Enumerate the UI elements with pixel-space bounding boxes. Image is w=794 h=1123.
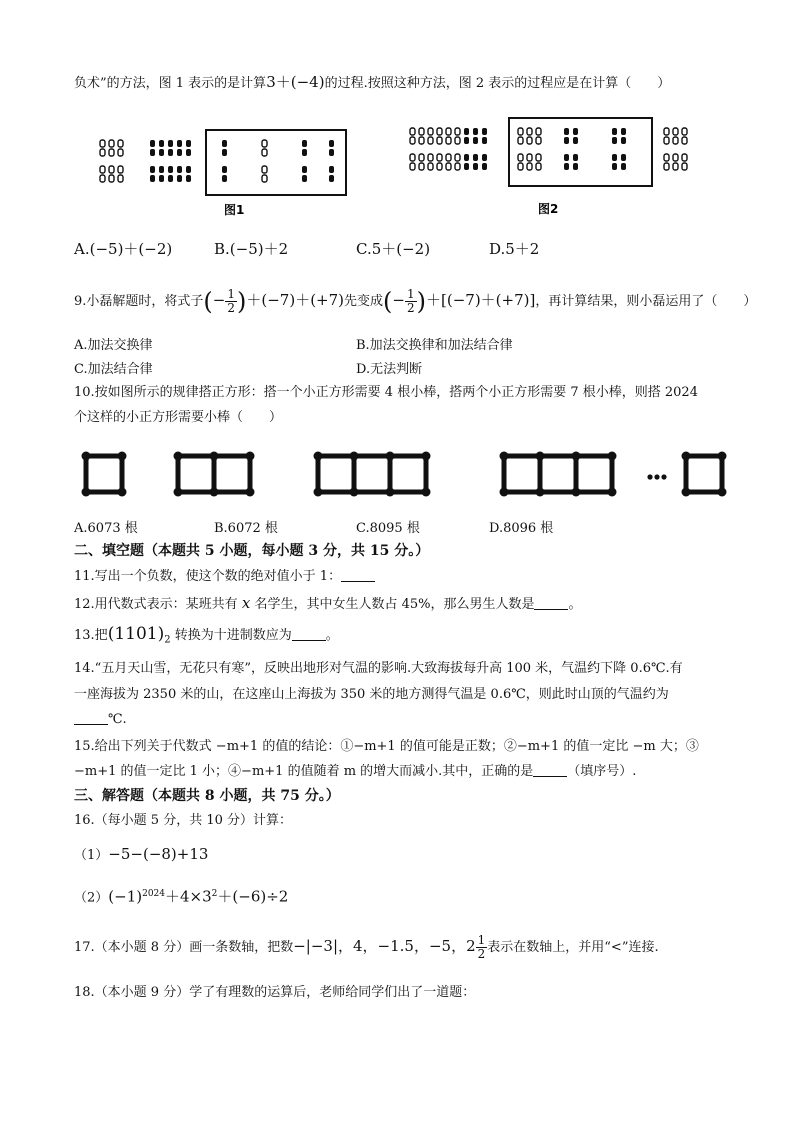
counting-rod <box>536 154 541 161</box>
q16-part-2-exp2: 2 <box>211 889 218 899</box>
joint <box>386 488 395 497</box>
joint <box>350 488 359 497</box>
q16-part-2-mid: ＋4×3 <box>165 887 212 906</box>
counting-rod <box>527 154 532 161</box>
counting-rod <box>437 163 442 170</box>
counting-rod <box>455 163 460 170</box>
counting-rod <box>329 140 334 147</box>
joint <box>210 488 219 497</box>
counting-rod <box>482 137 487 144</box>
q14-line-1: 14.“五月天山雪，无花只有寒”，反映出地形对气温的影响.大致海拔每升高 100 米，气温约下降 0.6℃.有 <box>74 661 683 676</box>
q13 <box>74 624 339 651</box>
figure-2 <box>410 118 687 216</box>
q15-line-1: 15.给出下列关于代数式 −m+1 的值的结论：①−m+1 的值可能是正数；②−m+1 的值一定比 −m 大；③ <box>74 739 699 754</box>
q15-post: （填序号）. <box>567 764 637 779</box>
q9-option-b[interactable]: B.加法交换律和加法结合律 <box>356 338 513 353</box>
q9-option-c[interactable]: C.加法结合律 <box>74 362 153 377</box>
q12 <box>74 593 581 615</box>
counting-rod <box>621 137 626 144</box>
q12-end: 。 <box>568 597 582 612</box>
q11 <box>74 567 375 587</box>
joint <box>500 488 509 497</box>
q10-option-a[interactable]: A.6073 根 <box>74 521 138 536</box>
counting-rod <box>118 149 123 156</box>
counting-rod <box>682 128 687 135</box>
counting-rod <box>419 137 424 144</box>
counting-rod <box>118 140 123 147</box>
counting-rod <box>302 166 307 173</box>
counting-rod <box>673 128 678 135</box>
q10-option-b[interactable]: B.6072 根 <box>214 521 278 536</box>
counting-rod <box>473 154 478 161</box>
counting-rod <box>473 163 478 170</box>
counting-rod <box>410 163 415 170</box>
counting-rod <box>673 137 678 144</box>
counting-rod <box>159 166 164 173</box>
q8-stem-expr: 3＋(−4) <box>266 73 325 91</box>
counting-rod <box>446 154 451 161</box>
counting-rod <box>118 175 123 182</box>
joint <box>500 452 509 461</box>
joint <box>314 452 323 461</box>
counting-rod <box>186 140 191 147</box>
q9-pre: 9.小磊解题时，将式子 <box>74 294 204 309</box>
joint <box>718 452 727 461</box>
counting-rod <box>109 175 114 182</box>
q16-part-1-expr: −5−(−8)+13 <box>108 845 209 863</box>
counting-rod <box>262 140 267 147</box>
counting-rod <box>150 149 155 156</box>
q8-stem-post: 的过程.按照这种方法，图 2 表示的过程应是在计算（ ） <box>324 76 671 91</box>
counting-rod <box>564 137 569 144</box>
joint <box>174 488 183 497</box>
q9-option-d[interactable]: D.无法判断 <box>356 362 423 377</box>
q15-pre: −m+1 的值一定比 1 小；④−m+1 的值随着 m 的增大而减小.其中，正确的是 <box>74 764 534 779</box>
counting-rod <box>664 154 669 161</box>
joint <box>246 488 255 497</box>
q17 <box>74 934 659 961</box>
counting-rod <box>664 128 669 135</box>
q12-pre: 12.用代数式表示：某班共有 <box>74 597 238 612</box>
ellipsis-dots <box>647 474 666 479</box>
counting-rod <box>446 163 451 170</box>
counting-rod <box>262 149 267 156</box>
counting-rod <box>682 137 687 144</box>
counting-rod <box>482 154 487 161</box>
counting-rod <box>664 137 669 144</box>
joint <box>608 452 617 461</box>
q8-figures <box>74 110 714 220</box>
joint <box>682 488 691 497</box>
counting-rod <box>536 128 541 135</box>
q10-line-2: 个这样的小正方形需要小棒（ ） <box>74 410 283 425</box>
joint <box>246 452 255 461</box>
counting-rod <box>673 154 678 161</box>
counting-rod <box>437 154 442 161</box>
q14-line-3 <box>74 710 127 730</box>
joint <box>386 452 395 461</box>
counting-rod <box>100 175 105 182</box>
q14-end: ℃. <box>108 712 127 727</box>
q10-line-1: 10.按如图所示的规律搭正方形：搭一个小正方形需要 4 根小棒，搭两个小正方形需要 7 根小棒，则搭 2024 <box>74 385 698 400</box>
counting-rod <box>109 166 114 173</box>
counting-rod <box>118 166 123 173</box>
squares-pattern <box>82 452 727 497</box>
counting-rod <box>177 140 182 147</box>
counting-rod <box>186 175 191 182</box>
counting-rod <box>159 175 164 182</box>
figure-1-box <box>206 130 346 195</box>
counting-rod <box>329 175 334 182</box>
counting-rod <box>168 175 173 182</box>
q18: 18.（本小题 9 分）学了有理数的运算后，老师给同学们出了一道题： <box>74 985 476 1000</box>
counting-rod <box>455 137 460 144</box>
q11-text: 11.写出一个负数，使这个数的绝对值小于 1： <box>74 569 342 584</box>
counting-rod <box>186 166 191 173</box>
figure-1-label: 图1 <box>224 203 245 217</box>
q17-mixed-int: 2 <box>466 937 476 955</box>
counting-rod <box>428 128 433 135</box>
joint <box>82 488 91 497</box>
q11-answer-blank[interactable] <box>341 567 375 582</box>
counting-rod <box>159 149 164 156</box>
counting-rod <box>518 163 523 170</box>
counting-rod <box>446 137 451 144</box>
q10-figure <box>74 442 734 512</box>
joint <box>536 452 545 461</box>
figure-1-rods <box>100 140 334 182</box>
q16-part-1 <box>74 844 208 866</box>
q17-post: 表示在数轴上，并用“<”连接. <box>487 940 659 955</box>
counting-rod <box>473 128 478 135</box>
counting-rod <box>329 166 334 173</box>
joint <box>314 488 323 497</box>
counting-rod <box>222 175 227 182</box>
q9-expr-2: ＋[(−7)＋(+7)] <box>426 291 536 309</box>
q16-part-2-exp: 2024 <box>142 889 166 899</box>
counting-rod <box>428 163 433 170</box>
counting-rod <box>482 128 487 135</box>
counting-rod <box>527 128 532 135</box>
q17-mixed-frac: $\frac{1}{2}$ <box>477 933 486 961</box>
q16-part-1-label: （1） <box>74 848 109 863</box>
q12-var: x <box>241 594 251 612</box>
counting-rod <box>222 140 227 147</box>
q13-number: (1101) <box>107 624 165 644</box>
counting-rod <box>428 154 433 161</box>
joint <box>350 452 359 461</box>
q8-stem-pre: 负术”的方法，图 1 表示的是计算 <box>74 76 267 91</box>
q13-base: 2 <box>164 634 171 646</box>
joint <box>82 452 91 461</box>
q13-pre: 13.把 <box>74 628 108 643</box>
q16-title: 16.（每小题 5 分，共 10 分）计算： <box>74 813 293 828</box>
q14-answer-blank[interactable] <box>74 710 108 725</box>
counting-rod <box>464 128 469 135</box>
q12-post: 名学生，其中女生人数占 45%，那么男生人数是 <box>254 597 535 612</box>
counting-rod <box>262 175 267 182</box>
section-3-title: 三、解答题（本题共 8 小题，共 75 分。） <box>74 788 340 804</box>
q8-option-a[interactable]: A.(−5)＋(−2) <box>74 240 173 258</box>
counting-rod <box>419 128 424 135</box>
joint <box>118 452 127 461</box>
counting-rod <box>446 128 451 135</box>
joint <box>536 488 545 497</box>
counting-rod <box>464 163 469 170</box>
joint <box>174 452 183 461</box>
q9-frac-2: $\frac{1}{2}$ <box>406 287 415 315</box>
joint <box>608 488 617 497</box>
counting-rod <box>612 163 617 170</box>
q9-post: ，再计算结果，则小磊运用了（ ） <box>535 294 757 309</box>
q16-part-2-label: （2） <box>74 890 109 906</box>
counting-rod <box>100 140 105 147</box>
counting-rod <box>621 154 626 161</box>
counting-rod <box>150 166 155 173</box>
joint <box>572 452 581 461</box>
q16-part-2 <box>74 884 288 908</box>
counting-rod <box>564 128 569 135</box>
q15-answer-blank[interactable] <box>533 762 567 777</box>
q17-numbers: −|−3|，4，−1.5，−5， <box>293 937 467 955</box>
counting-rod <box>222 166 227 173</box>
counting-rod <box>329 149 334 156</box>
counting-rod <box>428 137 433 144</box>
q16-part-2-base: (−1) <box>108 887 143 906</box>
counting-rod <box>150 140 155 147</box>
q13-answer-blank[interactable] <box>292 626 326 641</box>
joint <box>572 488 581 497</box>
counting-rod <box>573 154 578 161</box>
counting-rod <box>410 128 415 135</box>
q10-option-d[interactable]: D.8096 根 <box>489 521 554 536</box>
q14-line-2: 一座海拔为 2350 米的山，在这座山上海拔为 350 米的地方测得气温是 0.6℃，则此时山顶的气温约为 <box>74 687 669 702</box>
counting-rod <box>673 163 678 170</box>
counting-rod <box>473 137 478 144</box>
counting-rod <box>109 140 114 147</box>
q8-stem <box>74 72 670 94</box>
q8-option-c[interactable]: C.5＋(−2) <box>356 240 431 258</box>
counting-rod <box>455 128 460 135</box>
joint <box>682 452 691 461</box>
counting-rod <box>437 137 442 144</box>
counting-rod <box>437 128 442 135</box>
figure-1 <box>100 130 346 217</box>
counting-rod <box>302 175 307 182</box>
q8-option-b[interactable]: B.(−5)＋2 <box>214 240 289 258</box>
counting-rod <box>527 163 532 170</box>
counting-rod <box>573 163 578 170</box>
q9-option-a[interactable]: A.加法交换律 <box>74 338 153 353</box>
q13-end: 。 <box>325 628 339 643</box>
counting-rod <box>573 128 578 135</box>
counting-rod <box>573 137 578 144</box>
q9-stem: 9.小磊解题时，将式子(− $\frac{1}{2}$ )＋(−7)＋(+7)先变成(− $\frac{1}{2}$ )＋[(−7)＋(+7)]，再计算结果，则小磊运用了（ ） <box>74 287 757 316</box>
joint <box>718 488 727 497</box>
figure-2-label: 图2 <box>538 202 559 216</box>
counting-rod <box>612 128 617 135</box>
counting-rod <box>419 163 424 170</box>
counting-rod <box>536 163 541 170</box>
counting-rod <box>302 140 307 147</box>
counting-rod <box>664 163 669 170</box>
counting-rod <box>621 163 626 170</box>
q12-answer-blank[interactable] <box>534 595 568 610</box>
counting-rod <box>612 154 617 161</box>
counting-rod <box>464 137 469 144</box>
counting-rod <box>518 154 523 161</box>
counting-rod <box>186 149 191 156</box>
counting-rod <box>410 137 415 144</box>
counting-rod <box>682 154 687 161</box>
q9-frac-1: $\frac{1}{2}$ <box>227 287 235 315</box>
counting-rod <box>168 149 173 156</box>
q8-option-d[interactable]: D.5＋2 <box>489 240 540 258</box>
counting-rod <box>419 154 424 161</box>
counting-rod <box>455 154 460 161</box>
counting-rod <box>177 149 182 156</box>
counting-rod <box>410 154 415 161</box>
joint <box>210 452 219 461</box>
counting-rod <box>100 149 105 156</box>
counting-rod <box>159 140 164 147</box>
q10-option-c[interactable]: C.8095 根 <box>356 521 420 536</box>
figure-2-rods <box>410 128 687 170</box>
q13-post: 转换为十进制数应为 <box>174 628 292 643</box>
counting-rod <box>168 166 173 173</box>
counting-rod <box>150 175 155 182</box>
counting-rod <box>518 137 523 144</box>
joint <box>422 452 431 461</box>
counting-rod <box>536 137 541 144</box>
joint <box>118 488 127 497</box>
section-2-title: 二、填空题（本题共 5 小题，每小题 3 分，共 15 分。） <box>74 543 430 559</box>
joint <box>422 488 431 497</box>
counting-rod <box>302 149 307 156</box>
counting-rod <box>109 149 114 156</box>
counting-rod <box>482 163 487 170</box>
q16-part-2-end: ＋(−6)÷2 <box>217 887 289 906</box>
counting-rod <box>262 166 267 173</box>
counting-rod <box>177 175 182 182</box>
counting-rod <box>564 154 569 161</box>
counting-rod <box>100 166 105 173</box>
q9-expr-1: ＋(−7)＋(+7) <box>246 291 345 309</box>
counting-rod <box>682 163 687 170</box>
counting-rod <box>464 154 469 161</box>
counting-rod <box>518 128 523 135</box>
counting-rod <box>168 140 173 147</box>
q17-pre: 17.（本小题 8 分）画一条数轴，把数 <box>74 940 294 955</box>
counting-rod <box>612 137 617 144</box>
counting-rod <box>222 149 227 156</box>
q9-mid: 先变成 <box>344 294 384 309</box>
counting-rod <box>177 166 182 173</box>
counting-rod <box>564 163 569 170</box>
counting-rod <box>621 128 626 135</box>
counting-rod <box>527 137 532 144</box>
q15-line-2 <box>74 762 636 782</box>
